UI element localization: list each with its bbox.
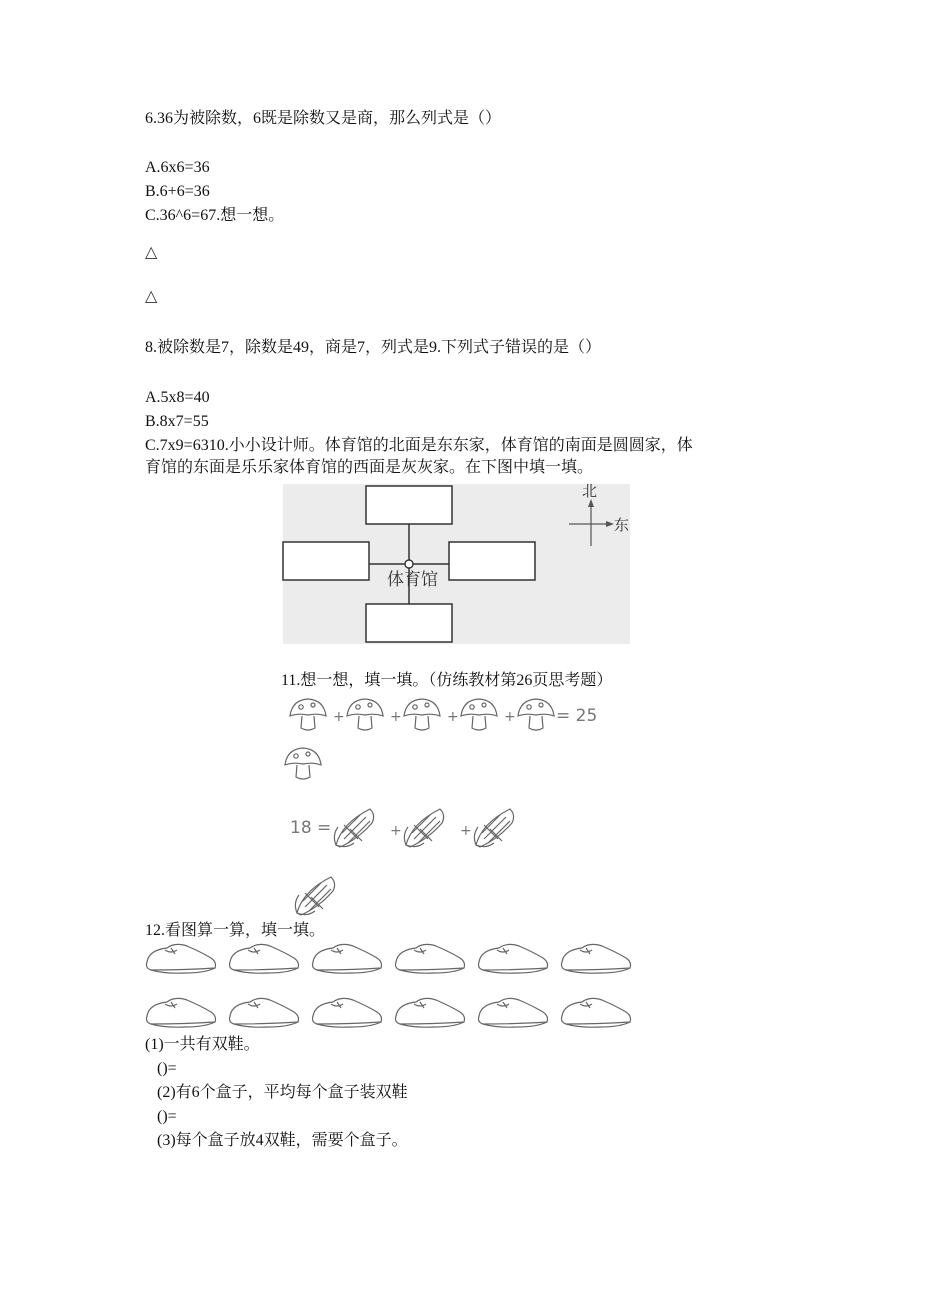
south-house-box[interactable]: [366, 604, 452, 642]
shoe-icon: [396, 998, 465, 1027]
corn-icon: [295, 877, 334, 915]
shoe-icon: [562, 998, 631, 1027]
shoe-icon: [396, 944, 465, 973]
plus-sign: +: [460, 823, 472, 839]
question-6: 6.36为被除数，6既是除数又是商，那么列式是（）: [145, 110, 502, 127]
shoe-icon: [479, 944, 548, 973]
shoe-icon: [230, 944, 299, 973]
q8-option-a: A.5x8=40: [145, 389, 210, 406]
q12-line-1: (1)一共有双鞋。: [145, 1036, 260, 1053]
q12-line-5: (3)每个盒子放4双鞋，需要个盒子。: [157, 1132, 408, 1149]
corn-icon: [334, 809, 373, 847]
triangle-symbol: △: [145, 288, 158, 305]
plus-sign: +: [504, 709, 516, 725]
corn-icon: [404, 809, 443, 847]
q6-option-c: C.36^6=67.想一想。: [145, 207, 285, 224]
corn-equation: [290, 803, 530, 853]
shoe-icon: [147, 998, 216, 1027]
plus-sign: +: [333, 709, 345, 725]
mushroom-equation: [288, 694, 608, 736]
q8-option-c-line2: 育馆的东面是乐乐家体育馆的西面是灰灰家。在下图中填一填。: [145, 459, 594, 476]
corn-lhs: 18 =: [290, 818, 332, 838]
q8-option-c-line1: C.7x9=6310.小小设计师。体育馆的北面是东东家，体育馆的南面是圆圆家，体: [145, 437, 693, 454]
plus-sign: +: [390, 823, 402, 839]
mushroom-icon: [285, 748, 321, 779]
triangle-symbol: △: [145, 244, 158, 261]
stadium-map-figure: [283, 484, 630, 644]
q12-line-3: (2)有6个盒子，平均每个盒子装双鞋: [157, 1084, 408, 1101]
plus-sign: +: [390, 709, 402, 725]
shoe-icon: [479, 998, 548, 1027]
single-corn: [291, 871, 341, 921]
east-house-box[interactable]: [449, 542, 535, 580]
question-11: 11.想一想，填一填。（仿练教材第26页思考题）: [281, 672, 613, 689]
compass-north-label: 北: [582, 482, 598, 500]
mushroom-icon: [347, 699, 383, 730]
q12-line-4: ()=: [157, 1108, 177, 1125]
mushroom-icon: [404, 699, 440, 730]
question-12: 12.看图算一算，填一填。: [145, 922, 326, 939]
compass-east-label: 东: [614, 516, 630, 534]
shoe-icon: [313, 944, 382, 973]
q6-option-b: B.6+6=36: [145, 183, 210, 200]
west-house-box[interactable]: [283, 542, 369, 580]
shoe-icon: [562, 944, 631, 973]
q12-line-2: ()=: [157, 1060, 177, 1077]
q6-option-a: A.6x6=36: [145, 159, 210, 176]
shoe-icon: [313, 998, 382, 1027]
single-mushroom: [283, 743, 325, 785]
mushroom-icon: [290, 699, 326, 730]
shoe-icon: [230, 998, 299, 1027]
plus-sign: +: [447, 709, 459, 725]
shoe-icon: [147, 944, 216, 973]
north-house-box[interactable]: [366, 486, 452, 524]
q8-option-b: B.8x7=55: [145, 413, 209, 430]
question-8: 8.被除数是7，除数是49，商是7，列式是9.下列式子错误的是（）: [145, 339, 602, 356]
stadium-label: 体育馆: [387, 570, 438, 590]
stadium-point: [405, 560, 413, 568]
corn-icon: [474, 809, 513, 847]
mushroom-icon: [518, 699, 554, 730]
shoes-figure: [145, 940, 630, 1032]
mushroom-icon: [461, 699, 497, 730]
sum-result: = 25: [556, 706, 598, 726]
